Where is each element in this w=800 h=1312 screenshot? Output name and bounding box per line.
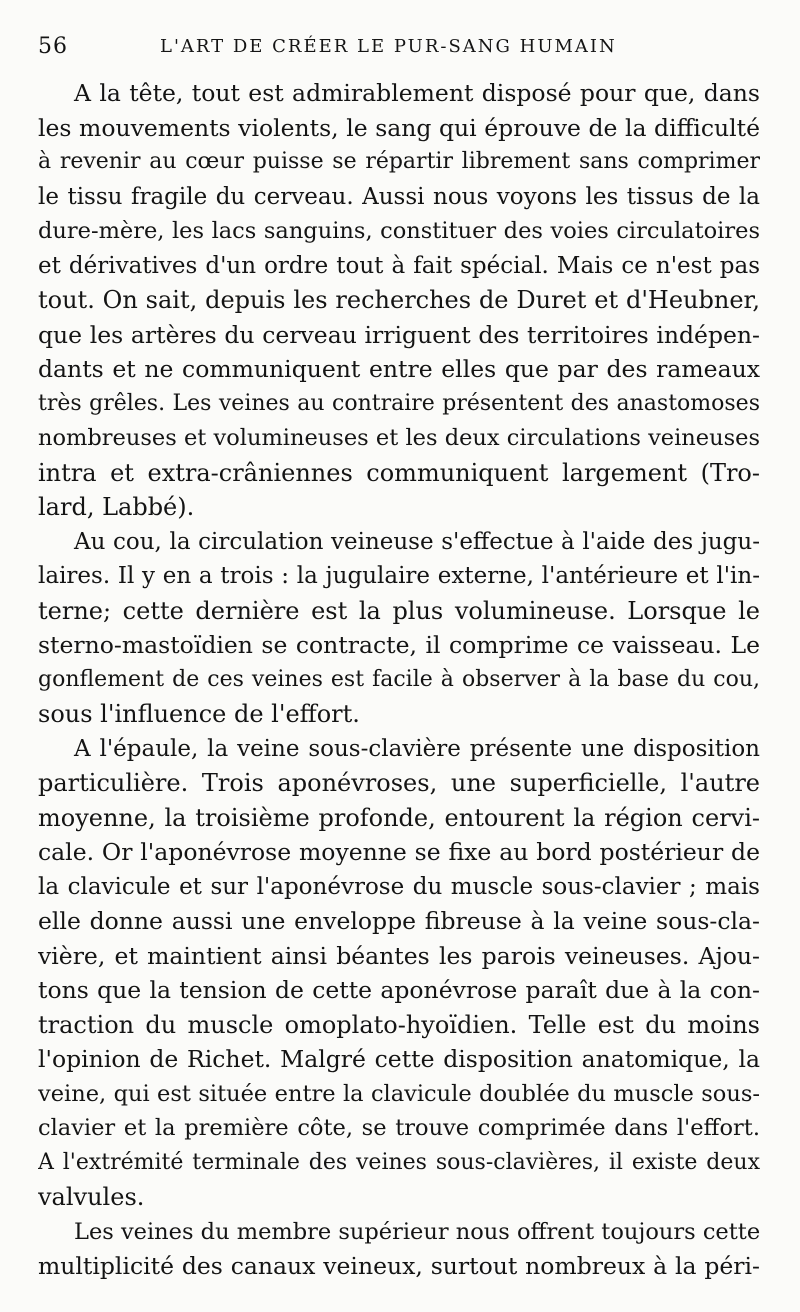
text-line: elle donne aussi une enveloppe fibreuse à la veine sous-cla- [38,907,760,935]
text-line: gonflement de ces veines est facile à observer à la base du cou, [38,666,760,692]
text-line: à revenir au cœur puisse se répartir librement sans comprimer [38,149,760,174]
text-line: l'opinion de Richet. Malgré cette disposition anatomique, la [38,1045,760,1073]
text-line: sterno-mastoïdien se contracte, il comprime ce vaisseau. Le [38,631,760,659]
text-line: la clavicule et sur l'aponévrose du muscle sous-clavier ; mais [38,873,760,900]
text-line: nombreuses et volumineuses et les deux circulations veineuses [38,425,760,451]
text-line: très grêles. Les veines au contraire présentent des anastomoses [38,390,760,416]
text-line: cale. Or l'aponévrose moyenne se fixe au bord postérieur de [38,838,760,866]
text-line: valvules. [38,1183,145,1211]
text-line: lard, Labbé). [38,493,195,521]
text-line: multiplicité des canaux veineux, surtout nombreux à la péri- [38,1252,760,1280]
text-line: traction du muscle omoplato-hyoïdien. Telle est du moins [38,1010,760,1039]
text-line: Les veines du membre supérieur nous offrent toujours cette [74,1218,760,1245]
text-line: Au cou, la circulation veineuse s'effectue à l'aide des jugu- [74,528,760,555]
text-line: dants et ne communiquent entre elles que par des rameaux [38,355,760,383]
text-line: laires. Il y en a trois : la jugulaire externe, l'antérieure et l'in- [38,563,760,589]
text-line: le tissu fragile du cerveau. Aussi nous voyons les tissus de la [38,183,760,210]
text-line: A l'épaule, la veine sous-clavière présente une disposition [74,735,760,762]
paragraph-head [38,76,760,525]
text-line: clavier et la première côte, se trouve comprimée dans l'effort. [38,1115,760,1141]
text-line: vière, et maintient ainsi béantes les parois veineuses. Ajou- [38,941,760,970]
text-line: tout. On sait, depuis les recherches de Duret et d'Heubner, [38,286,760,314]
text-line: A la tête, tout est admirablement disposé pour que, dans [74,79,760,107]
body-text [38,76,760,1284]
text-line: moyenne, la troisième profonde, entourent la région cervi- [38,803,760,832]
paragraph-shoulder [38,732,760,1215]
text-line: intra et extra-crâniennes communiquent largement (Tro- [38,458,760,487]
page-number: 56 [38,34,68,59]
text-line: particulière. Trois aponévroses, une superficielle, l'autre [38,769,760,797]
paragraph-neck [38,525,760,732]
running-title: L'ART DE CRÉER LE PUR-SANG HUMAIN [160,36,617,57]
text-line: et dérivatives d'un ordre tout à fait spécial. Mais ce n'est pas [38,252,760,279]
text-line: tons que la tension de cette aponévrose paraît due à la con- [38,976,760,1004]
text-line: sous l'influence de l'effort. [38,700,360,728]
text-line: terne; cette dernière est la plus volumineuse. Lorsque le [38,596,760,625]
text-line: que les artères du cerveau irriguent des territoires indépen- [38,320,760,349]
text-line: A l'extrémité terminale des veines sous-clavières, il existe deux [38,1149,760,1175]
text-line: dure-mère, les lacs sanguins, constituer des voies circulatoires [38,218,760,244]
text-line: veine, qui est située entre la clavicule doublée du muscle sous- [38,1080,760,1107]
text-line: les mouvements violents, le sang qui éprouve de la difficulté [38,113,760,142]
page-header [38,34,758,64]
paragraph-upper-limb [38,1215,760,1284]
